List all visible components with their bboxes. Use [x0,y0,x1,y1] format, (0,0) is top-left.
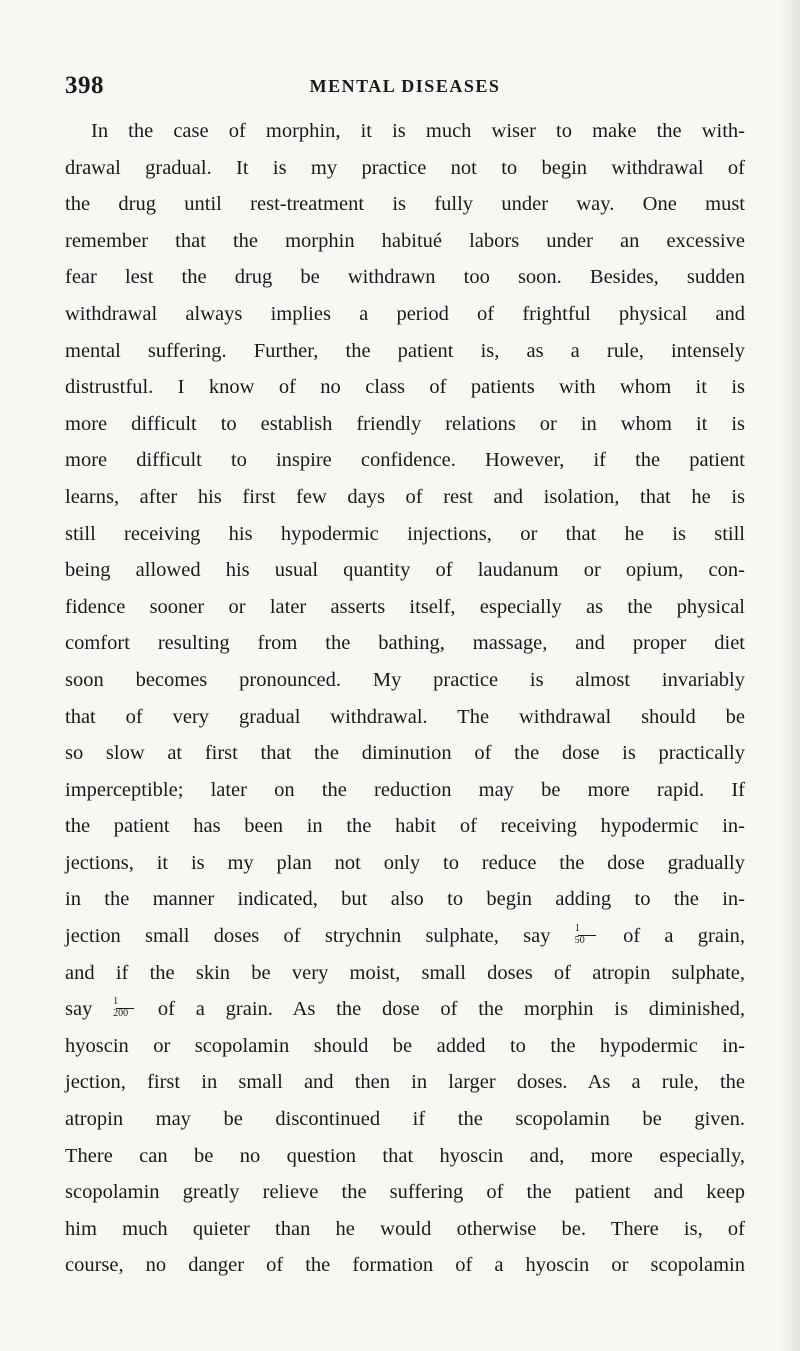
text-line: soon becomes pronounced. My practice is almost invariably [65,668,745,691]
text-line: drawal gradual. It is my practice not to begin withdrawal of [65,156,745,179]
text-line: learns, after his first few days of rest and isolation, that he is [65,485,745,508]
text-line-with-fraction [65,991,745,1028]
text-line: course, no danger of the formation of a hyoscin or scopolamin [65,1254,745,1277]
line-segment: of a grain. As the dose of the morphin is diminished, [157,998,746,1021]
fraction-numerator: 1 [574,923,580,935]
line-segment: of a grain, [623,925,746,948]
text-line: fear lest the drug be withdrawn too soon. Besides, sudden [65,266,745,289]
page-number: 398 [65,72,104,99]
text-line: being allowed his usual quantity of laudanum or opium, con- [65,559,745,582]
running-title: MENTAL DISEASES [309,76,501,96]
text-line: in the manner indicated, but also to begin adding to the in- [65,888,745,911]
text-line: the drug until rest-treatment is fully under way. One must [65,193,745,216]
text-line: so slow at first that the diminution of the dose is practically [65,742,745,765]
fraction-one-fiftieth [575,924,599,946]
text-line-with-fraction [65,918,745,955]
text-line: In the case of morphin, it is much wiser to make the with- [91,120,745,142]
text-line: atropin may be discontinued if the scopolamin be given. [65,1108,745,1131]
text-line: jections, it is my plan not only to reduce the dose gradually [65,851,745,874]
fraction-one-two-hundredth [113,997,137,1019]
text-line: and if the skin be very moist, small doses of atropin sulphate, [65,961,745,984]
text-line: withdrawal always implies a period of frightful physical and [65,302,745,325]
line-segment: jection small doses of strychnin sulphate, say [65,925,551,948]
text-line: scopolamin greatly relieve the suffering of the patient and keep [65,1181,745,1204]
body-paragraph [65,113,745,1284]
fraction-numerator: 1 [113,996,119,1008]
text-line: fidence sooner or later asserts itself, especially as the physical [65,595,745,618]
text-line: that of very gradual withdrawal. The withdrawal should be [65,705,745,728]
page-header [65,72,745,102]
text-line: hyoscin or scopolamin should be added to the hypodermic in- [65,1034,745,1057]
text-line: jection, first in small and then in larger doses. As a rule, the [65,1071,745,1094]
page-edge-shadow [778,0,800,1351]
text-line: There can be no question that hyoscin and, more especially, [65,1144,745,1167]
text-line: mental suffering. Further, the patient is, as a rule, intensely [65,339,745,362]
fraction-denominator: 200 [113,1008,129,1020]
text-line: more difficult to establish friendly relations or in whom it is [65,412,745,435]
text-line: remember that the morphin habitué labors under an excessive [65,229,745,252]
text-line: the patient has been in the habit of receiving hypodermic in- [65,815,745,838]
text-line: imperceptible; later on the reduction may be more rapid. If [65,778,745,801]
text-line: comfort resulting from the bathing, massage, and proper diet [65,632,745,655]
line-segment: say [65,998,93,1021]
text-line: him much quieter than he would otherwise be. There is, of [65,1217,745,1240]
text-line: more difficult to inspire confidence. However, if the patient [65,449,745,472]
text-line: distrustful. I know of no class of patients with whom it is [65,376,745,399]
fraction-denominator: 50 [574,935,585,947]
text-line: still receiving his hypodermic injections, or that he is still [65,522,745,545]
